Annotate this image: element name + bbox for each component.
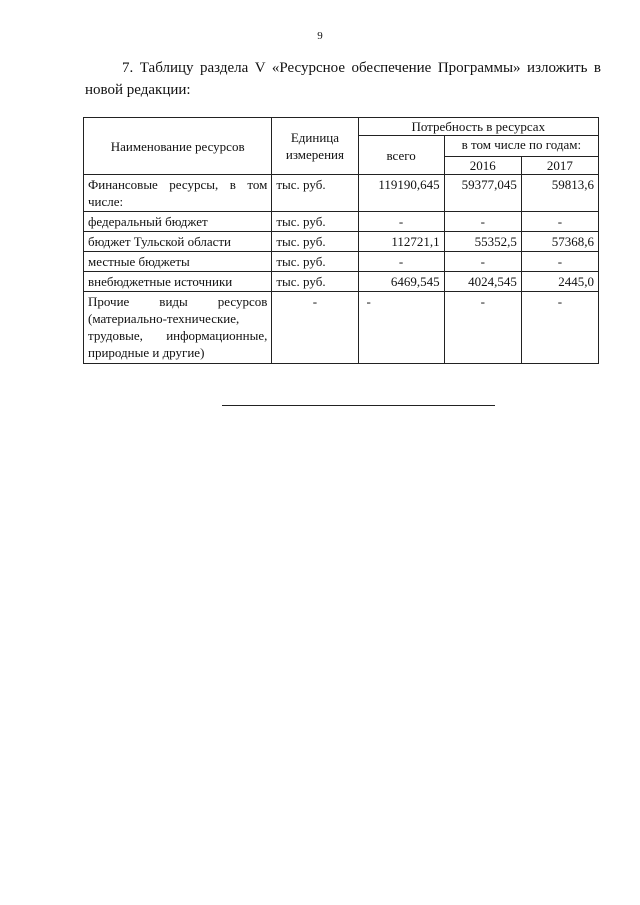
- row-2016: -: [444, 292, 521, 364]
- page-number: 9: [317, 30, 323, 42]
- row-2017: -: [521, 252, 598, 272]
- header-row-1: [84, 118, 599, 136]
- row-total: -: [358, 252, 444, 272]
- header-year-2016: 2016: [444, 157, 521, 175]
- row-name: федеральный бюджет: [84, 212, 272, 232]
- row-2017: -: [521, 212, 598, 232]
- row-name: Прочие виды ресурсов (материально-технические, трудовые, информационные, природные и другие): [84, 292, 272, 364]
- table-row: [84, 292, 599, 364]
- closing-rule: [222, 405, 495, 406]
- table-row: [84, 175, 599, 212]
- row-2016: 59377,045: [444, 175, 521, 212]
- table-row: [84, 232, 599, 252]
- row-2016: -: [444, 212, 521, 232]
- intro-paragraph: [85, 57, 601, 101]
- row-2017: 2445,0: [521, 272, 598, 292]
- header-total: всего: [358, 136, 444, 175]
- resources-table: [83, 117, 599, 364]
- table-row: [84, 212, 599, 232]
- header-year-2017: 2017: [521, 157, 598, 175]
- row-name: внебюджетные источники: [84, 272, 272, 292]
- row-name: местные бюджеты: [84, 252, 272, 272]
- row-2017: 59813,6: [521, 175, 598, 212]
- header-need: Потребность в ресурсах: [358, 118, 598, 136]
- header-name: Наименование ресурсов: [84, 118, 272, 175]
- row-unit: тыс. руб.: [272, 252, 358, 272]
- row-total: -: [358, 212, 444, 232]
- row-total: -: [358, 292, 444, 364]
- row-2016: 55352,5: [444, 232, 521, 252]
- row-total: 112721,1: [358, 232, 444, 252]
- row-unit: тыс. руб.: [272, 175, 358, 212]
- header-by-years: в том числе по годам:: [444, 136, 598, 157]
- row-unit: тыс. руб.: [272, 272, 358, 292]
- row-2016: -: [444, 252, 521, 272]
- table-row: [84, 252, 599, 272]
- row-name: Финансовые ресурсы, в том числе:: [84, 175, 272, 212]
- table-row: [84, 272, 599, 292]
- row-unit: -: [272, 292, 358, 364]
- row-total: 119190,645: [358, 175, 444, 212]
- row-2016: 4024,545: [444, 272, 521, 292]
- row-2017: -: [521, 292, 598, 364]
- row-unit: тыс. руб.: [272, 232, 358, 252]
- row-name: бюджет Тульской области: [84, 232, 272, 252]
- row-total: 6469,545: [358, 272, 444, 292]
- row-2017: 57368,6: [521, 232, 598, 252]
- header-unit: Единица измерения: [272, 118, 358, 175]
- row-unit: тыс. руб.: [272, 212, 358, 232]
- intro-text: 7. Таблицу раздела V «Ресурсное обеспечение Программы» изложить в новой редакции:: [85, 60, 601, 98]
